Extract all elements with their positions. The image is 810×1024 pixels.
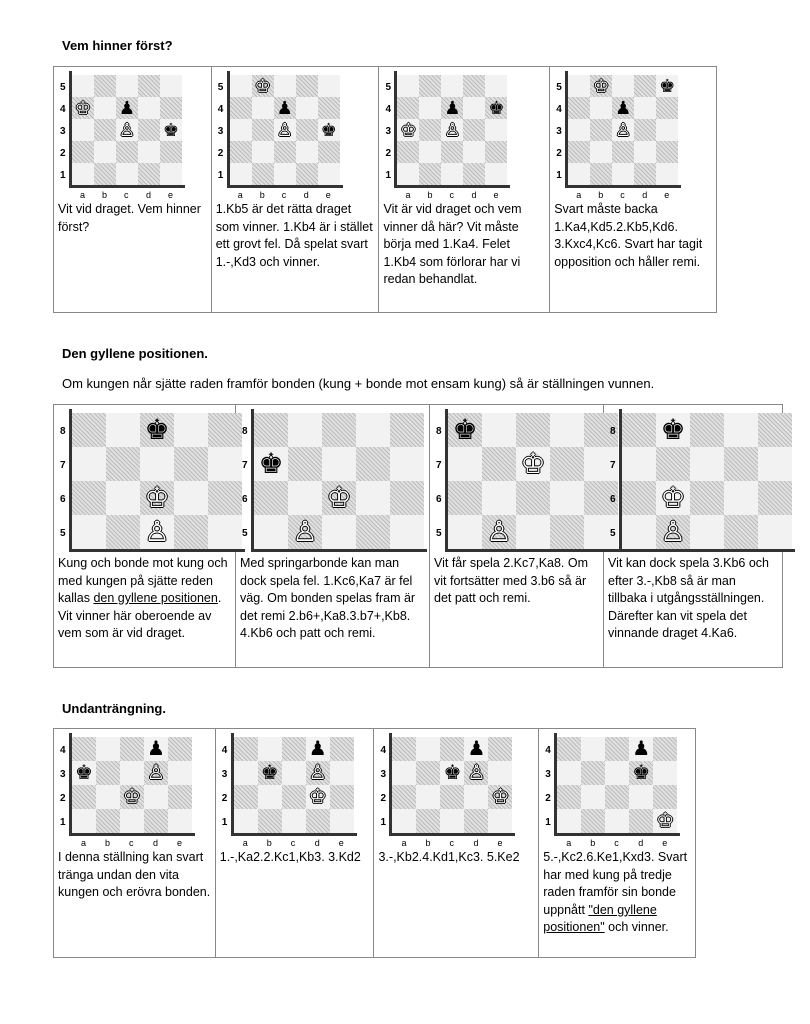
s1-caption-0: Vit vid draget. Vem hinner först? xyxy=(58,202,201,234)
rank-label: 2 xyxy=(217,148,224,159)
rank-label: 2 xyxy=(60,148,66,159)
white-king-icon: ♔ xyxy=(326,482,352,513)
white-king-icon: ♔ xyxy=(491,786,510,808)
file-label: b xyxy=(105,838,111,848)
rank-label: 1 xyxy=(60,817,66,828)
s1-caption-1: 1.Kb5 är det rätta draget som vinner. 1.Kb4 är i stället ett grovt fel. Då spelat svart 1.-,Kd3 och vinner. xyxy=(215,202,373,269)
s2-caption-2: Vit får spela 2.Kc7,Ka8. Om vit fortsätter med 3.b6 så är det patt och remi. xyxy=(434,556,589,605)
s2-cell-3 xyxy=(604,405,783,668)
file-label: d xyxy=(642,190,648,200)
white-pawn-icon: ♙ xyxy=(144,516,170,547)
file-label: e xyxy=(497,838,503,848)
black-king-icon: ♚ xyxy=(162,120,180,140)
chess-diagram xyxy=(378,733,516,847)
s3-cell-2 xyxy=(374,729,539,958)
white-king-icon: ♔ xyxy=(400,120,417,140)
black-king-icon: ♚ xyxy=(632,762,651,784)
rank-label: 6 xyxy=(436,494,442,505)
rank-label: 5 xyxy=(242,528,248,539)
golden-position-link: den gyllene positionen xyxy=(93,591,218,605)
rank-label: 3 xyxy=(556,126,562,137)
s3-caption-3: 5.-,Kc2.6.Ke1,Kxd3. Svart har med kung på tredje raden framför sin bonde uppnått "den gyllene positionen" och vinner. xyxy=(543,850,688,934)
s3-cell-3 xyxy=(539,729,696,958)
file-label: a xyxy=(576,190,582,200)
file-label: c xyxy=(124,190,129,200)
white-pawn-icon: ♙ xyxy=(444,120,461,140)
chess-diagram xyxy=(216,71,344,199)
rank-label: 1 xyxy=(380,817,387,828)
white-pawn-icon: ♙ xyxy=(147,762,165,784)
file-label: a xyxy=(566,838,572,848)
s2-caption-0: Kung och bonde mot kung och med kungen på sjätte reden kallas den gyllene positionen. Vit vinner här oberoende av vem som är vid draget. xyxy=(58,556,228,640)
file-label: e xyxy=(325,190,331,200)
chess-diagram xyxy=(58,409,246,553)
rank-label: 4 xyxy=(385,104,392,115)
black-pawn-icon: ♟ xyxy=(147,738,165,760)
file-label: a xyxy=(405,190,411,200)
rank-label: 5 xyxy=(610,528,616,539)
white-king-icon: ♔ xyxy=(74,98,92,118)
golden-position-link: "den gyllene positionen" xyxy=(543,902,657,934)
white-pawn-icon: ♙ xyxy=(276,120,293,140)
rank-label: 5 xyxy=(556,82,562,93)
black-king-icon: ♚ xyxy=(443,762,462,784)
rank-label: 4 xyxy=(217,104,224,115)
white-pawn-icon: ♙ xyxy=(615,120,632,140)
file-label: b xyxy=(598,190,604,200)
rank-label: 4 xyxy=(545,745,551,756)
file-label: e xyxy=(168,190,174,200)
black-pawn-icon: ♟ xyxy=(118,98,136,118)
chess-diagram xyxy=(554,71,682,199)
chess-diagram xyxy=(434,409,622,553)
section1-title: Vem hinner först? xyxy=(62,38,173,53)
white-king-icon: ♔ xyxy=(254,76,271,96)
file-label: e xyxy=(493,190,499,200)
file-label: a xyxy=(242,838,248,848)
file-label: a xyxy=(237,190,243,200)
rank-label: 3 xyxy=(380,769,387,780)
file-label: e xyxy=(662,838,668,848)
file-label: c xyxy=(290,838,296,848)
rank-label: 3 xyxy=(217,126,224,137)
rank-label: 3 xyxy=(221,769,228,780)
rank-label: 5 xyxy=(385,82,392,93)
s3-caption-2: 3.-,Kb2.4.Kd1,Kc3. 5.Ke2 xyxy=(378,850,520,864)
file-label: e xyxy=(664,190,670,200)
rank-label: 5 xyxy=(217,82,224,93)
section2-table xyxy=(53,404,783,668)
rank-label: 8 xyxy=(610,426,616,437)
s1-cell-2 xyxy=(379,67,550,313)
rank-label: 4 xyxy=(380,745,387,756)
rank-label: 5 xyxy=(60,82,66,93)
rank-label: 4 xyxy=(221,745,228,756)
file-label: d xyxy=(638,838,644,848)
white-king-icon: ♔ xyxy=(593,76,610,96)
s2-cell-0 xyxy=(54,405,236,668)
s3-cell-1 xyxy=(215,729,374,958)
file-label: c xyxy=(620,190,625,200)
file-label: c xyxy=(449,838,454,848)
section2-intro: Om kungen når sjätte raden framför bonden (kung + bonde mot ensam kung) så är ställningen vunnen. xyxy=(62,376,655,391)
rank-label: 2 xyxy=(60,793,66,804)
white-king-icon: ♔ xyxy=(656,810,675,832)
rank-label: 2 xyxy=(380,793,387,804)
file-label: e xyxy=(177,838,183,848)
s1-caption-3: Svart måste backa 1.Ka4,Kd5.2.Kb5,Kd6. 3.Kxc4,Kc6. Svart har tagit opposition och håller remi. xyxy=(554,202,703,269)
board-frame xyxy=(619,409,795,552)
file-label: d xyxy=(473,838,479,848)
rank-label: 1 xyxy=(217,170,224,181)
file-label: a xyxy=(81,838,87,848)
rank-label: 1 xyxy=(60,170,66,181)
rank-label: 5 xyxy=(60,528,66,539)
s1-caption-2: Vit är vid draget och vem vinner då här? Vit måste börja med 1.Ka4. Felet 1.Kb4 som förlorar har vi redan behandlat. xyxy=(383,202,522,286)
rank-label: 2 xyxy=(385,148,392,159)
black-king-icon: ♚ xyxy=(258,448,284,479)
file-label: c xyxy=(129,838,134,848)
black-pawn-icon: ♟ xyxy=(276,98,293,118)
rank-label: 6 xyxy=(60,494,66,505)
s2-caption-1: Med springarbonde kan man dock spela fel. 1.Kc6,Ka7 är fel väg. Om bonden spelas fram är det remi 2.b6+,Ka8.3.b7+,Kb8. 4.Kb6 och patt och remi. xyxy=(240,556,416,640)
rank-label: 5 xyxy=(436,528,442,539)
s1-cell-0 xyxy=(54,67,212,313)
s2-cell-2 xyxy=(430,405,604,668)
black-pawn-icon: ♟ xyxy=(444,98,461,118)
white-king-icon: ♔ xyxy=(660,482,686,513)
file-label: d xyxy=(471,190,477,200)
black-king-icon: ♚ xyxy=(659,76,676,96)
black-pawn-icon: ♟ xyxy=(467,738,486,760)
file-label: c xyxy=(281,190,287,200)
rank-label: 1 xyxy=(221,817,228,828)
rank-label: 3 xyxy=(60,126,66,137)
file-label: b xyxy=(425,838,431,848)
s3-caption-1: 1.-,Ka2.2.Kc1,Kb3. 3.Kd2 xyxy=(219,850,361,864)
black-pawn-icon: ♟ xyxy=(308,738,327,760)
chess-diagram xyxy=(608,409,796,553)
black-king-icon: ♚ xyxy=(320,120,337,140)
black-king-icon: ♚ xyxy=(488,98,505,118)
rank-label: 1 xyxy=(556,170,562,181)
rank-label: 8 xyxy=(242,426,248,437)
black-pawn-icon: ♟ xyxy=(615,98,632,118)
section1-table xyxy=(53,66,717,313)
rank-label: 4 xyxy=(60,104,66,115)
white-king-icon: ♔ xyxy=(520,448,546,479)
chess-diagram xyxy=(220,733,358,847)
s3-caption-0: I denna ställning kan svart tränga undan den vita kungen och erövra bonden. xyxy=(58,850,211,899)
s1-cell-3 xyxy=(550,67,717,313)
s3-cell-0 xyxy=(54,729,216,958)
white-pawn-icon: ♙ xyxy=(467,762,486,784)
black-pawn-icon: ♟ xyxy=(632,738,651,760)
board-frame xyxy=(231,733,357,836)
white-pawn-icon: ♙ xyxy=(660,516,686,547)
black-king-icon: ♚ xyxy=(144,414,170,445)
section3-table xyxy=(53,728,696,958)
white-pawn-icon: ♙ xyxy=(292,516,318,547)
rank-label: 4 xyxy=(556,104,562,115)
file-label: b xyxy=(259,190,265,200)
rank-label: 2 xyxy=(545,793,551,804)
section2-title: Den gyllene positionen. xyxy=(62,346,208,361)
file-label: d xyxy=(146,190,152,200)
white-pawn-icon: ♙ xyxy=(486,516,512,547)
chess-diagram xyxy=(543,733,681,847)
file-label: d xyxy=(314,838,320,848)
white-pawn-icon: ♙ xyxy=(308,762,327,784)
chess-diagram xyxy=(58,733,196,847)
file-label: b xyxy=(266,838,272,848)
black-king-icon: ♚ xyxy=(452,414,478,445)
file-label: b xyxy=(102,190,108,200)
chess-diagram xyxy=(383,71,511,199)
rank-label: 3 xyxy=(545,769,551,780)
file-label: d xyxy=(303,190,309,200)
black-king-icon: ♚ xyxy=(75,762,93,784)
rank-label: 2 xyxy=(556,148,562,159)
black-king-icon: ♚ xyxy=(260,762,279,784)
rank-label: 8 xyxy=(60,426,66,437)
s2-caption-3: Vit kan dock spela 3.Kb6 och efter 3.-,Kb8 så är man tillbaka i utgångsställningen. Därefter kan vit spela det vinnande draget 4.Ka6. xyxy=(608,556,769,640)
rank-label: 2 xyxy=(221,793,228,804)
file-label: a xyxy=(80,190,86,200)
rank-label: 7 xyxy=(60,460,66,471)
chess-diagram xyxy=(58,71,186,199)
black-king-icon: ♚ xyxy=(660,414,686,445)
file-label: d xyxy=(153,838,159,848)
white-king-icon: ♔ xyxy=(123,786,141,808)
rank-label: 7 xyxy=(610,460,616,471)
white-king-icon: ♔ xyxy=(308,786,327,808)
rank-label: 6 xyxy=(242,494,248,505)
rank-label: 1 xyxy=(385,170,392,181)
white-king-icon: ♔ xyxy=(144,482,170,513)
file-label: b xyxy=(590,838,596,848)
rank-label: 7 xyxy=(436,460,442,471)
file-label: c xyxy=(614,838,619,848)
rank-label: 1 xyxy=(545,817,551,828)
rank-label: 3 xyxy=(60,769,66,780)
white-pawn-icon: ♙ xyxy=(118,120,136,140)
section3-title: Undanträngning. xyxy=(62,701,166,716)
file-label: a xyxy=(401,838,407,848)
s2-cell-1 xyxy=(236,405,430,668)
file-label: b xyxy=(427,190,433,200)
rank-label: 8 xyxy=(436,426,442,437)
file-label: e xyxy=(338,838,344,848)
rank-label: 3 xyxy=(385,126,392,137)
s1-cell-1 xyxy=(211,67,379,313)
rank-label: 4 xyxy=(60,745,66,756)
chess-diagram xyxy=(240,409,428,553)
file-label: c xyxy=(449,190,454,200)
rank-label: 7 xyxy=(242,460,248,471)
rank-label: 6 xyxy=(610,494,616,505)
